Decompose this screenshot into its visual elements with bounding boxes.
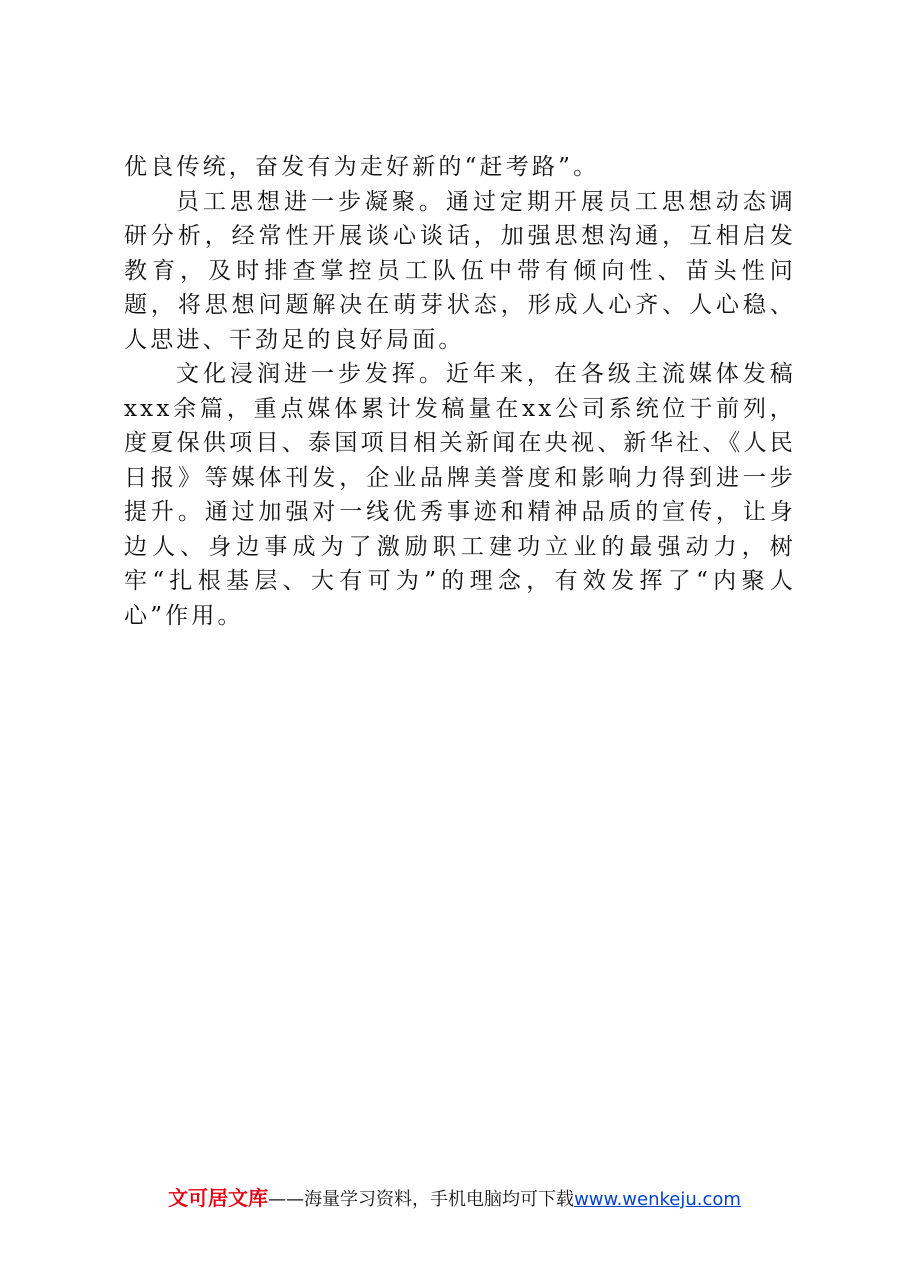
footer-brand: 文可居文库	[168, 1186, 269, 1210]
paragraph-continuation: 优良传统，奋发有为走好新的“赶考路”。	[124, 154, 600, 180]
footer-slogan: ——海量学习资料，手机电脑均可下载	[268, 1189, 575, 1210]
footer-banner	[0, 1182, 909, 1211]
document-body	[124, 150, 796, 633]
footer-link[interactable]: www.wenkeju.com	[574, 1189, 741, 1210]
paragraph-culture: 文化浸润进一步发挥。近年来，在各级主流媒体发稿xxx余篇，重点媒体累计发稿量在xx公司系统位于前列，度夏保供项目、泰国项目相关新闻在央视、新华社、《人民日报》等媒体刊发，企业品牌美誉度和影响力得到进一步提升。通过加强对一线优秀事迹和精神品质的宣传，让身边人、身边事成为了激励职工建功立业的最强动力，树牢“扎根基层、大有可为”的理念，有效发挥了“内聚人心”作用。	[124, 361, 796, 629]
paragraph-employee-thought: 员工思想进一步凝聚。通过定期开展员工思想动态调研分析，经常性开展谈心谈话，加强思想沟通，互相启发教育，及时排查掌控员工队伍中带有倾向性、苗头性问题，将思想问题解决在萌芽状态，形成人心齐、人心稳、人思进、干劲足的良好局面。	[124, 188, 796, 353]
